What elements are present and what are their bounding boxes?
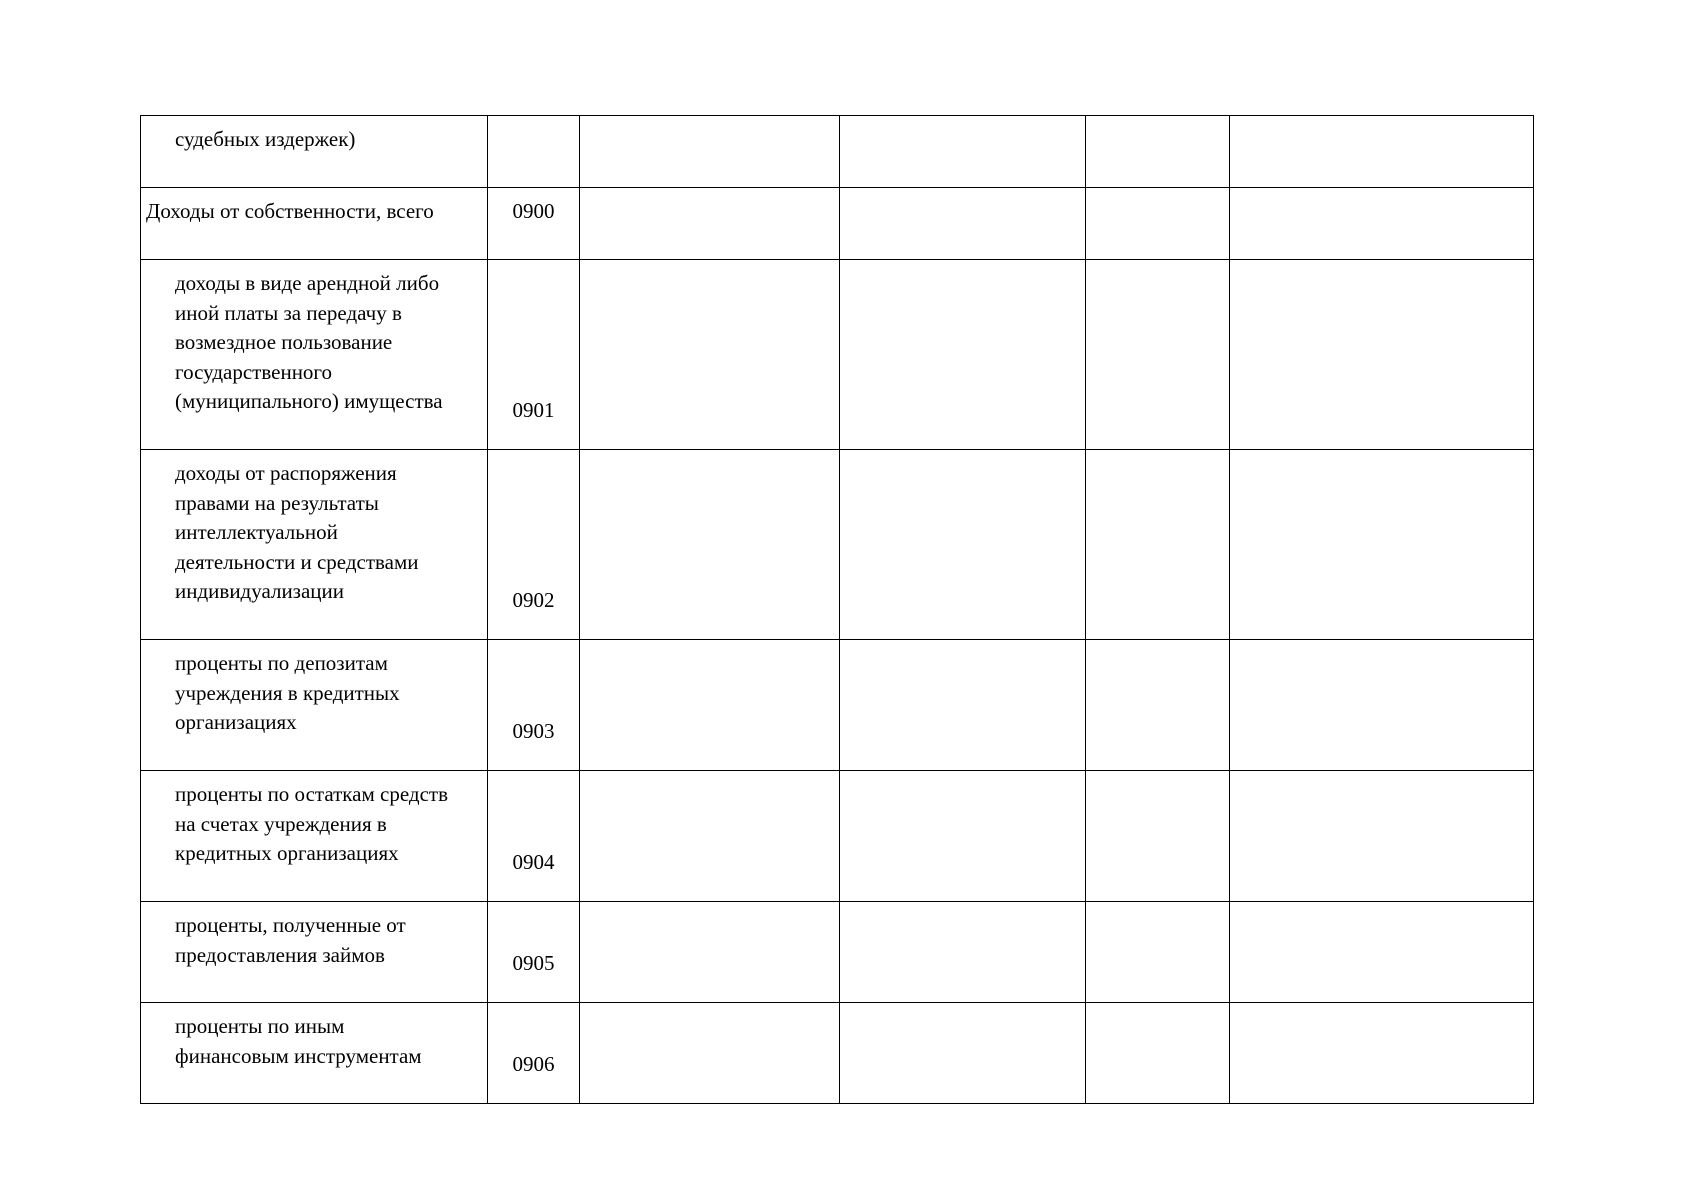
row-code: 0902 bbox=[512, 587, 555, 612]
row-name-cell bbox=[141, 450, 488, 640]
row-code-cell bbox=[488, 188, 580, 260]
value-cell bbox=[1230, 116, 1534, 188]
value-cell bbox=[580, 188, 840, 260]
row-code-cell bbox=[488, 771, 580, 902]
value-cell bbox=[1230, 640, 1534, 771]
value-cell bbox=[1230, 1003, 1534, 1104]
value-cell bbox=[1230, 902, 1534, 1003]
row-name: проценты по остаткам средств на счетах учреждения в кредитных организациях bbox=[175, 782, 448, 865]
row-name-cell bbox=[141, 116, 488, 188]
value-cell bbox=[580, 260, 840, 450]
row-name: Доходы от собственности, всего bbox=[146, 199, 434, 223]
row-name: проценты, полученные от предоставления займов bbox=[175, 913, 406, 967]
value-cell bbox=[580, 1003, 840, 1104]
value-cell bbox=[580, 450, 840, 640]
row-name: судебных издержек) bbox=[175, 127, 356, 151]
value-cell bbox=[580, 902, 840, 1003]
row-name-cell bbox=[141, 640, 488, 771]
row-name-cell bbox=[141, 1003, 488, 1104]
row-name-cell bbox=[141, 260, 488, 450]
row-code: 0905 bbox=[512, 950, 555, 975]
row-name-cell bbox=[141, 902, 488, 1003]
row-name-cell bbox=[141, 188, 488, 260]
value-cell bbox=[840, 260, 1086, 450]
table-row bbox=[141, 188, 1534, 260]
value-cell bbox=[840, 902, 1086, 1003]
table-row bbox=[141, 260, 1534, 450]
value-cell bbox=[580, 771, 840, 902]
row-code-cell bbox=[488, 1003, 580, 1104]
table-row bbox=[141, 640, 1534, 771]
value-cell bbox=[1086, 902, 1230, 1003]
table-row bbox=[141, 450, 1534, 640]
table-row bbox=[141, 902, 1534, 1003]
value-cell bbox=[1086, 1003, 1230, 1104]
value-cell bbox=[840, 640, 1086, 771]
row-name: доходы в виде арендной либо иной платы за передачу в возмездное пользование государственного (муниципального) имущества bbox=[175, 271, 443, 413]
row-code: 0904 bbox=[512, 849, 555, 874]
value-cell bbox=[840, 450, 1086, 640]
value-cell bbox=[1086, 771, 1230, 902]
value-cell bbox=[1086, 260, 1230, 450]
row-name: проценты по депозитам учреждения в кредитных организациях bbox=[175, 651, 400, 734]
row-code-cell bbox=[488, 116, 580, 188]
table-row bbox=[141, 771, 1534, 902]
value-cell bbox=[840, 1003, 1086, 1104]
value-cell bbox=[1230, 260, 1534, 450]
row-code: 0901 bbox=[512, 397, 555, 422]
value-cell bbox=[580, 640, 840, 771]
income-table bbox=[140, 115, 1534, 1104]
table-row bbox=[141, 116, 1534, 188]
value-cell bbox=[1086, 640, 1230, 771]
value-cell bbox=[1230, 188, 1534, 260]
value-cell bbox=[840, 188, 1086, 260]
row-code-cell bbox=[488, 640, 580, 771]
row-code-cell bbox=[488, 902, 580, 1003]
row-name-cell bbox=[141, 771, 488, 902]
value-cell bbox=[1086, 188, 1230, 260]
row-code: 0906 bbox=[512, 1051, 555, 1076]
value-cell bbox=[1086, 116, 1230, 188]
row-name: проценты по иным финансовым инструментам bbox=[175, 1014, 422, 1068]
row-code-cell bbox=[488, 450, 580, 640]
value-cell bbox=[1230, 771, 1534, 902]
value-cell bbox=[1230, 450, 1534, 640]
row-name: доходы от распоряжения правами на результаты интеллектуальной деятельности и средствами индивидуализации bbox=[175, 461, 419, 603]
row-code: 0900 bbox=[512, 199, 555, 223]
table-row bbox=[141, 1003, 1534, 1104]
value-cell bbox=[840, 771, 1086, 902]
value-cell bbox=[1086, 450, 1230, 640]
row-code: 0903 bbox=[512, 718, 555, 743]
row-code-cell bbox=[488, 260, 580, 450]
value-cell bbox=[840, 116, 1086, 188]
value-cell bbox=[580, 116, 840, 188]
